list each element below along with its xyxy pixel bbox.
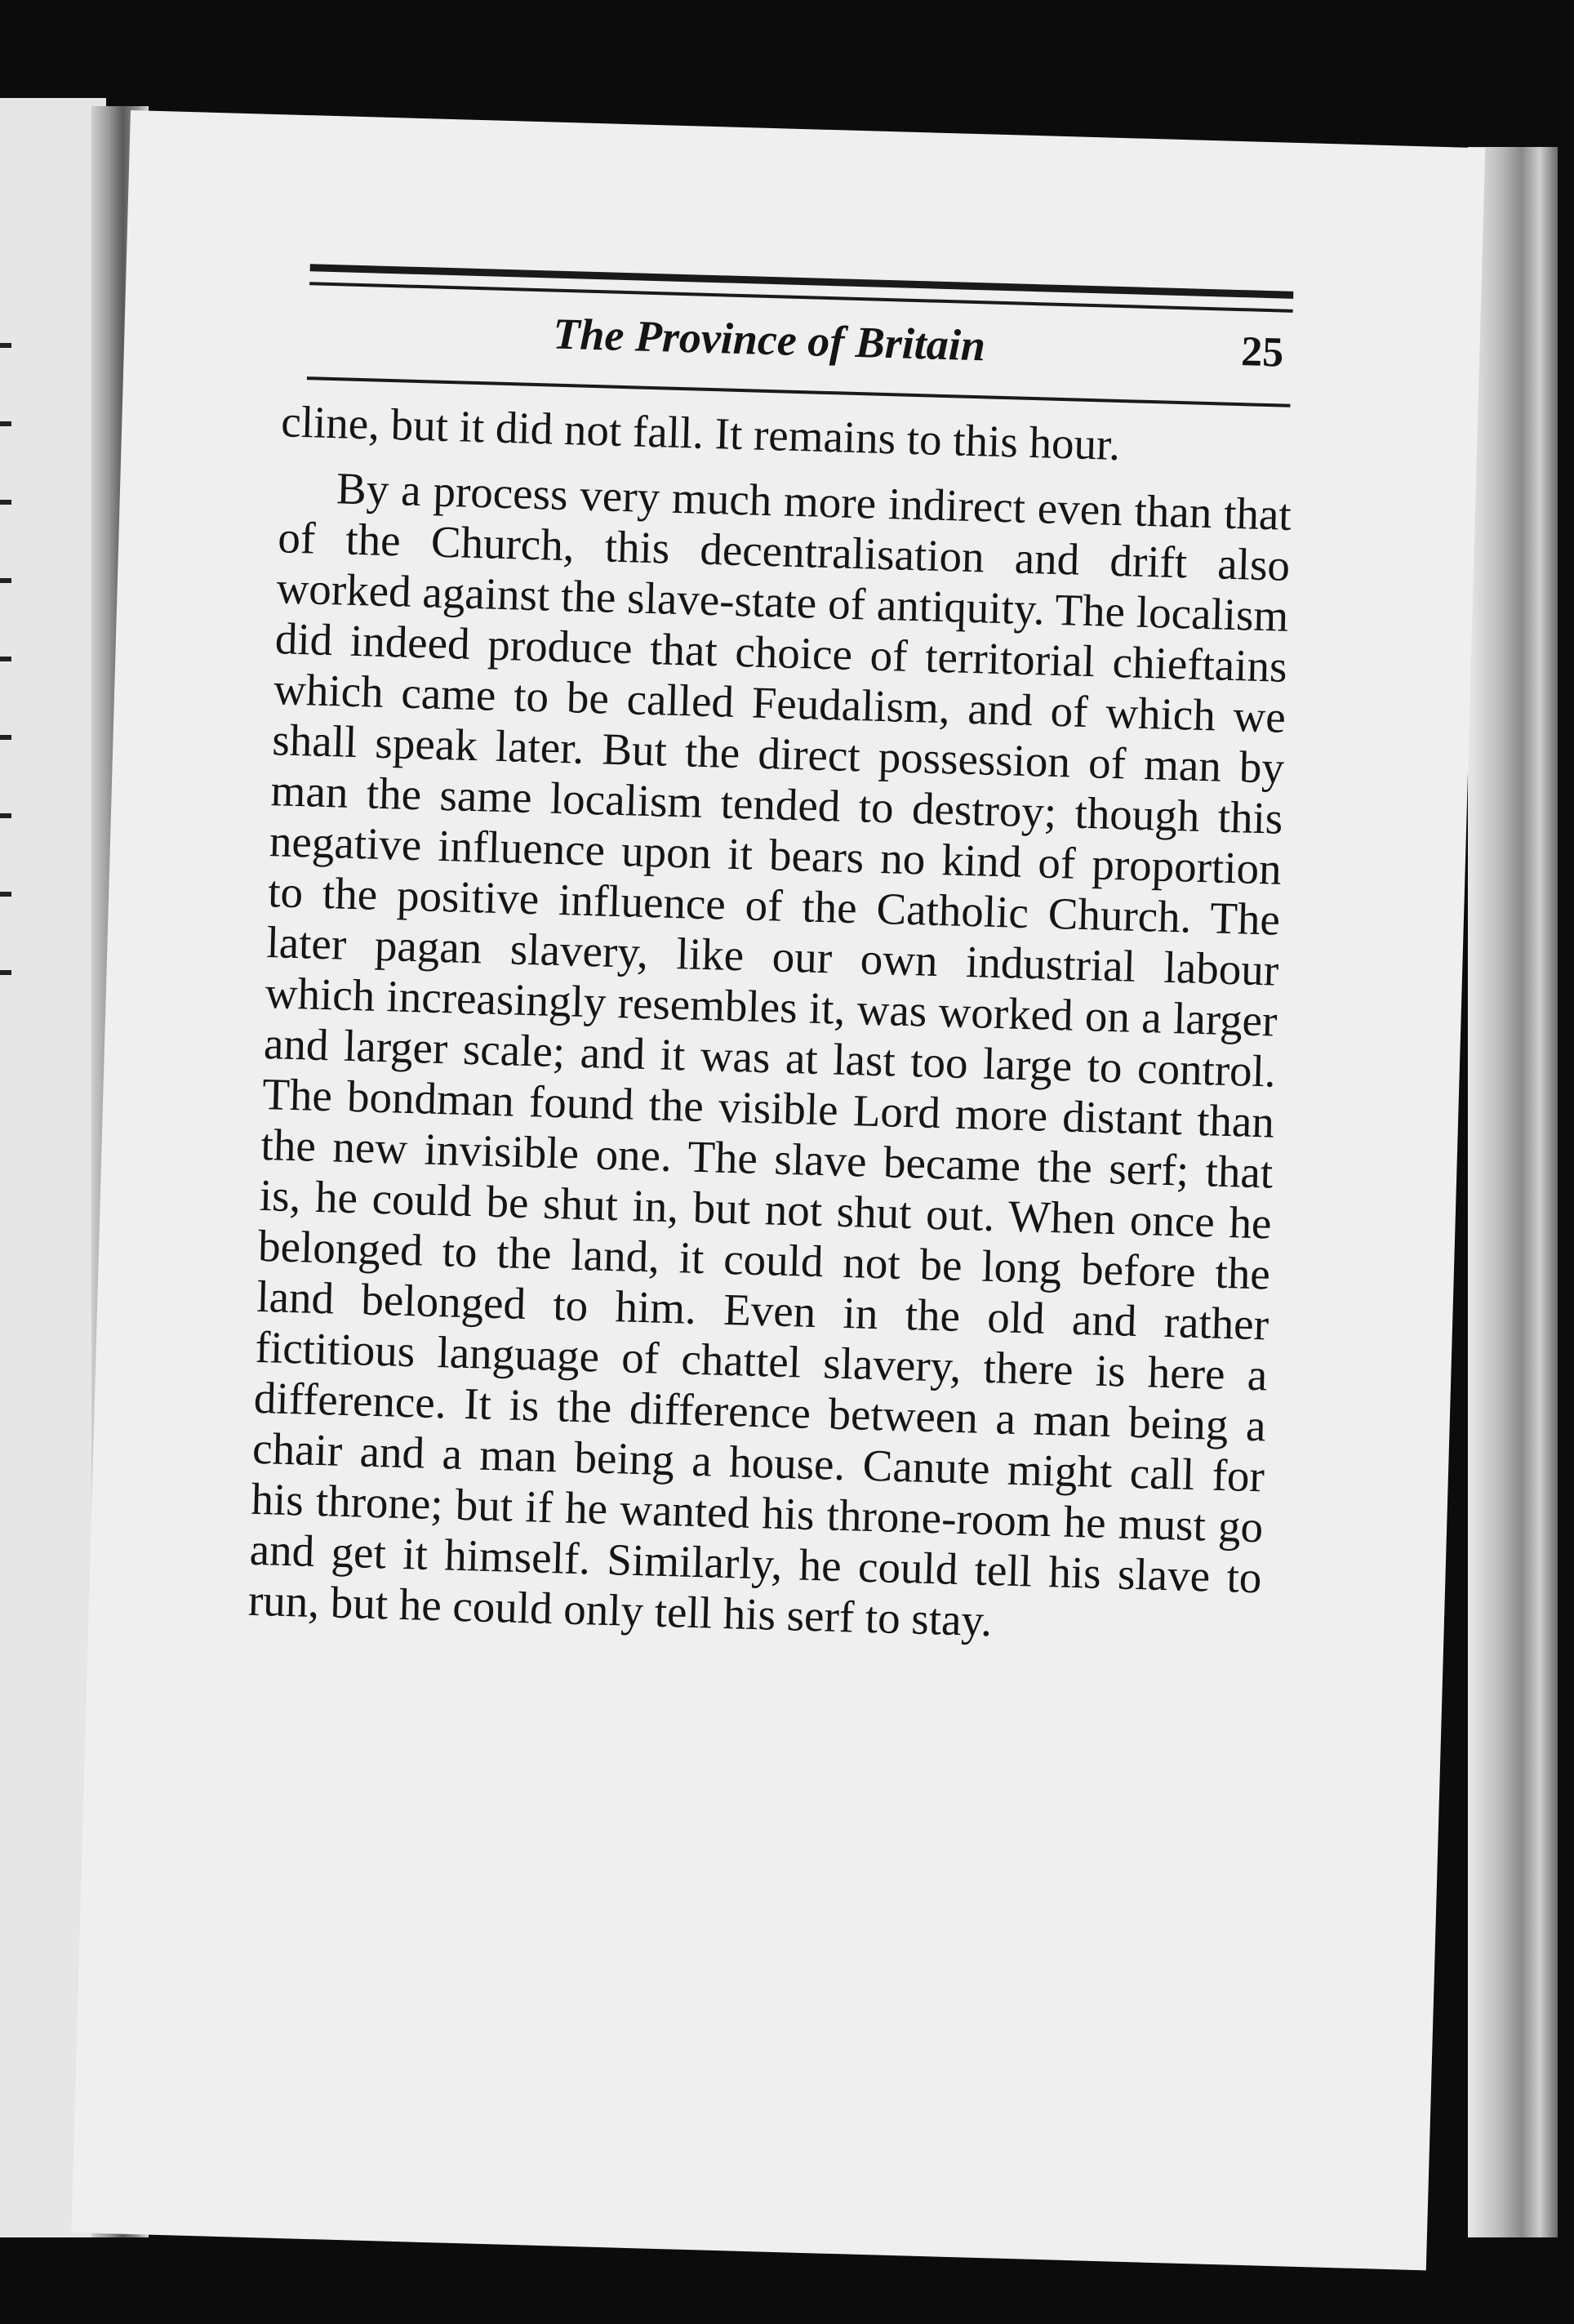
book-page <box>71 110 1485 2270</box>
facing-page-text-fragments <box>0 343 16 1048</box>
running-head-title: The Province of Britain <box>552 309 986 371</box>
page-number: 25 <box>1240 328 1285 376</box>
paragraph: cline, but it did not fall. It remains to this hour. <box>280 396 1121 470</box>
paragraph: By a process very much more indirect even than that of the Church, this decentralisation and drift also worked against the slave-state of antiquity. The localism did indeed produce that choice of territorial chieftains which came to be called Feudalism, and of which we shall speak later. But the direct possession of man by man the same localism tended to destroy; though this negative influence upon it bears no kind of proportion to the positive influence of the Catholic Church. The later pagan slavery, like our own industrial labour which increasingly resembles it, was worked on a larger and larger scale; and it was at last too large to control. The bondman found the visible Lord more distant than the new invisible one. The slave became the serf; that is, he could be shut in, but not shut out. When once he belonged to the land, it could not be long before the land belonged to him. Even in the old and rather fictitious language of chattel slavery, there is here a difference. It is the difference between a man being a chair and a man being a house. Canute might call for his throne; but if he wanted his throne-room he must go and get it himself. Similarly, he could tell his slave to run, but he could only tell his serf to stay. <box>247 463 1292 1646</box>
body-text <box>247 396 1294 1654</box>
header-rule-thick <box>310 264 1294 299</box>
running-head <box>307 301 1292 403</box>
page-stack-edge <box>1468 147 1558 2237</box>
